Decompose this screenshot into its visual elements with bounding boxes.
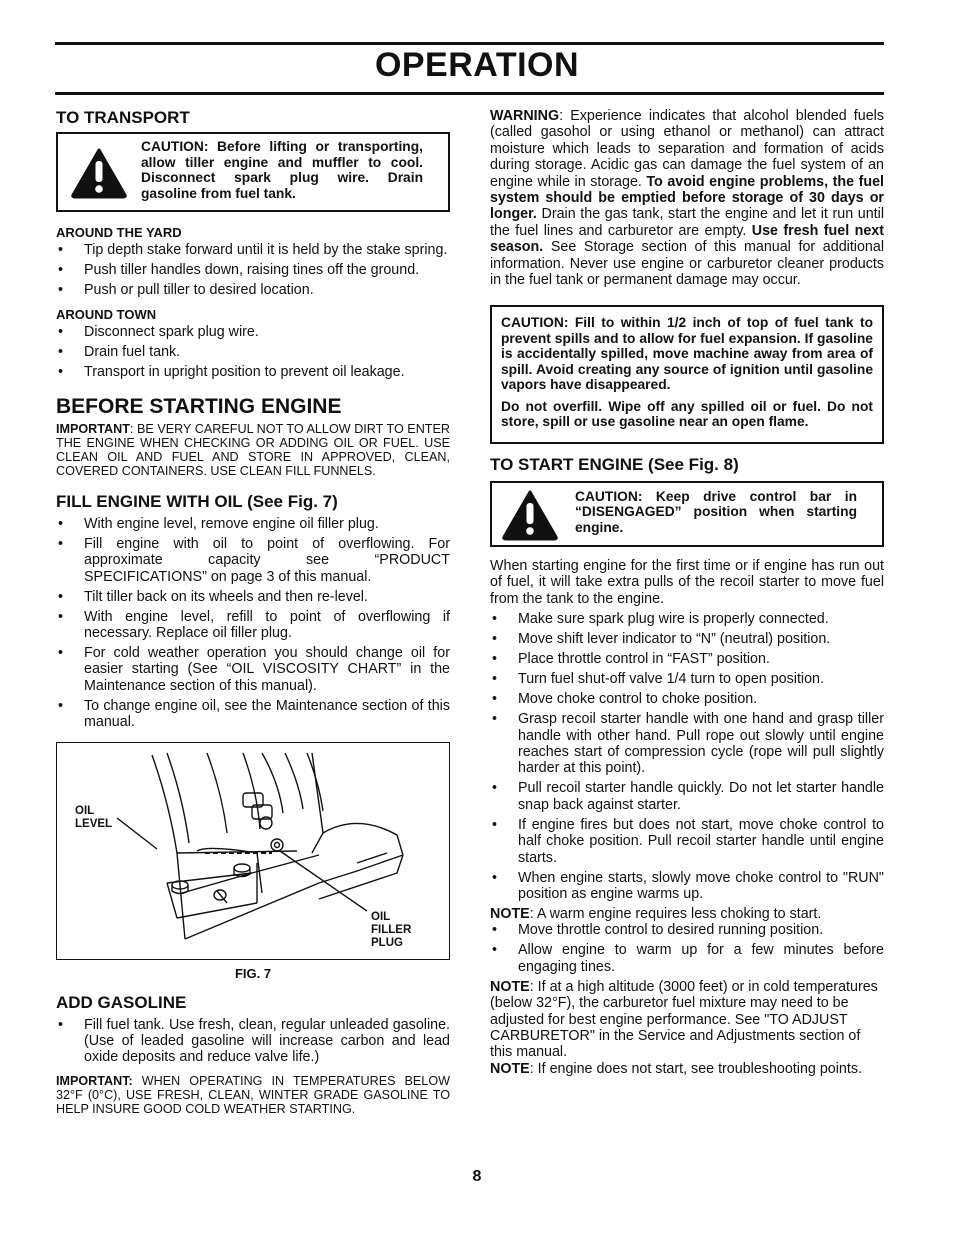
page-number: 8 (472, 1168, 482, 1185)
warning-label: WARNING (490, 108, 560, 124)
warning-text: Drain the gas tank, start the engine and let it run until the fuel lines and carburetor are empty. (490, 206, 884, 239)
list-item: • When engine starts, slowly move choke control to "RUN" position as engine warms up. (490, 870, 884, 903)
fill-oil-heading: FILL ENGINE WITH OIL (See Fig. 7) (56, 491, 338, 511)
start-intro: When starting engine for the first time or if engine has run out of fuel, it will take extra pulls of the recoil starter to move fuel from the tank to the engine. (490, 557, 884, 607)
label-line: OIL (75, 804, 95, 817)
transport-heading: TO TRANSPORT (56, 108, 190, 127)
figure-7 (56, 742, 450, 960)
warning-text: : Experience indicates that alcohol blended fuels (called gasohol or using ethanol or methanol) can attract moisture which leads to separation and formation of acids during storage. Acidic gas can damage the fuel system of an engine while in storage. (490, 108, 884, 190)
warning-triangle-icon (70, 147, 128, 199)
yard-heading: AROUND THE YARD (56, 225, 182, 240)
transport-caution-box (56, 132, 450, 212)
warning-paragraph (490, 108, 884, 288)
fuel-caution-box (490, 305, 884, 444)
note-text: : If at a high altitude (3000 feet) or in cold temperatures (below 32°F), the carburetor fuel mixture may need to be adjusted for best engine performance. See "TO ADJUST CARBURETOR" in the Service and Adjustments section of this manual. (490, 978, 878, 1061)
list-item: • Tilt tiller back on its wheels and then re-level. (56, 589, 450, 605)
list-item: • Allow engine to warm up for a few minutes before engaging tines. (490, 942, 884, 975)
list-item: • Push tiller handles down, raising tines off the ground. (56, 262, 450, 278)
page-title: OPERATION (374, 46, 580, 84)
list-item: • Grasp recoil starter handle with one hand and grasp tiller handle with other hand. Pull rope out slowly until engine reaches start of compression cycle (rope will pull slightly harder at this point). (490, 711, 884, 777)
start-caution-box (490, 481, 884, 547)
gasoline-list (56, 1017, 450, 1066)
warning-bold: To avoid engine problems, the fuel system should be emptied before storage of 30 days or longer. (490, 173, 884, 223)
list-item: • Transport in upright position to prevent oil leakage. (56, 364, 450, 380)
note-label: NOTE (490, 1060, 530, 1077)
list-item: • Turn fuel shut-off valve 1/4 turn to open position. (490, 671, 884, 687)
town-heading: AROUND TOWN (56, 307, 157, 323)
yard-list (56, 242, 450, 298)
list-item: • With engine level, refill to point of overflowing if necessary. Replace oil filler plug. (56, 609, 450, 642)
list-item: • For cold weather operation you should change oil for easier starting (See “OIL VISCOSITY CHART” in the Maintenance section of this manual). (56, 645, 450, 694)
list-item: • Move shift lever indicator to “N” (neutral) position. (490, 631, 884, 647)
list-item: • Drain fuel tank. (56, 344, 450, 360)
note-text: : A warm engine requires less choking to start. (529, 906, 822, 923)
before-important (56, 422, 450, 478)
note-label: NOTE (490, 906, 530, 923)
warning-text: See Storage section of this manual for additional information. Never use engine or carburetor cleaner products in the fuel tank or permanent damage may occur. (490, 239, 884, 289)
transport-caution-text: CAUTION: Before lifting or transporting, allow tiller engine and muffler to cool. Disconnect spark plug wire. Drain gasoline from fuel tank. (141, 139, 423, 201)
list-item: • Push or pull tiller to desired location. (56, 282, 450, 298)
label-line: LEVEL (75, 817, 113, 830)
note-troubleshooting (490, 1061, 884, 1077)
fuel-caution-text-2: Do not overfill. Wipe off any spilled oil or fuel. Do not store, spill or use gasoline near an open flame. (501, 398, 873, 430)
list-item: • Move throttle control to desired running position. (490, 922, 884, 938)
note-text: : If engine does not start, see troubleshooting points. (529, 1060, 862, 1077)
note-label: NOTE (490, 978, 530, 995)
top-rule (55, 42, 884, 45)
list-item: • Fill engine with oil to point of overflowing. For approximate capacity see “PRODUCT SPECIFICATIONS” on page 3 of this manual. (56, 536, 450, 585)
important-label: IMPORTANT (56, 421, 130, 436)
label-line: OIL (371, 910, 391, 923)
start-steps-list-2 (490, 922, 884, 975)
gasoline-important (56, 1074, 450, 1116)
start-steps-list (490, 611, 884, 902)
title-rule (55, 92, 884, 95)
list-item: • With engine level, remove engine oil filler plug. (56, 516, 450, 532)
start-engine-heading: TO START ENGINE (See Fig. 8) (490, 454, 739, 474)
figure-caption: FIG. 7 (234, 965, 272, 981)
right-column (490, 108, 884, 1077)
fuel-caution-text-1: CAUTION: Fill to within 1/2 inch of top of fuel tank to prevent spills and to allow for fuel expansion. If gasoline is accidentally spilled, move machine away from area of spill. Avoid creating any source of ignition until gasoline vapors have disappeared. (501, 315, 873, 393)
label-line: PLUG (371, 936, 403, 949)
important-text: WHEN OPERATING IN TEMPERATURES BELOW 32°F (0°C), USE FRESH, CLEAN, WINTER GRADE GASOLINE TO HELP INSURE GOOD COLD WEATHER STARTING. (56, 1073, 450, 1116)
list-item: • Make sure spark plug wire is properly connected. (490, 611, 884, 627)
list-item: • Move choke control to choke position. (490, 691, 884, 707)
note-warm-engine (490, 906, 884, 922)
list-item: • Disconnect spark plug wire. (56, 324, 450, 340)
left-column (56, 108, 450, 1116)
before-starting-heading: BEFORE STARTING ENGINE (56, 394, 342, 418)
label-line: FILLER (371, 923, 412, 936)
important-label: IMPORTANT: (56, 1073, 133, 1088)
warning-bold: Use fresh fuel next season. (490, 222, 884, 256)
oil-filler-plug-label (371, 911, 411, 950)
fill-oil-list (56, 516, 450, 731)
gasoline-heading: ADD GASOLINE (56, 992, 187, 1012)
list-item: • Place throttle control in “FAST” position. (490, 651, 884, 667)
list-item: • Pull recoil starter handle quickly. Do not let starter handle snap back against starter. (490, 780, 884, 813)
oil-level-label (75, 805, 112, 831)
note-altitude (490, 979, 884, 1061)
list-item: • To change engine oil, see the Maintenance section of this manual. (56, 698, 450, 731)
town-list (56, 324, 450, 380)
list-item: • Tip depth stake forward until it is held by the stake spring. (56, 242, 450, 258)
list-item: • If engine fires but does not start, move choke control to half choke position. Pull recoil starter handle until engine starts. (490, 817, 884, 866)
list-item: • Fill fuel tank. Use fresh, clean, regular unleaded gasoline. (Use of leaded gasoline will increase carbon and lead oxide deposits and reduce valve life.) (56, 1017, 450, 1066)
start-caution-text: CAUTION: Keep drive control bar in “DISENGAGED” position when starting engine. (575, 488, 857, 535)
important-text: : BE VERY CAREFUL NOT TO ALLOW DIRT TO ENTER THE ENGINE WHEN CHECKING OR ADDING OIL OR FUEL. USE CLEAN OIL AND FUEL AND STORE IN APPROVED, CLEAN, COVERED CONTAINERS. USE CLEAN FILL FUNNELS. (56, 421, 450, 478)
warning-triangle-icon (501, 489, 559, 541)
